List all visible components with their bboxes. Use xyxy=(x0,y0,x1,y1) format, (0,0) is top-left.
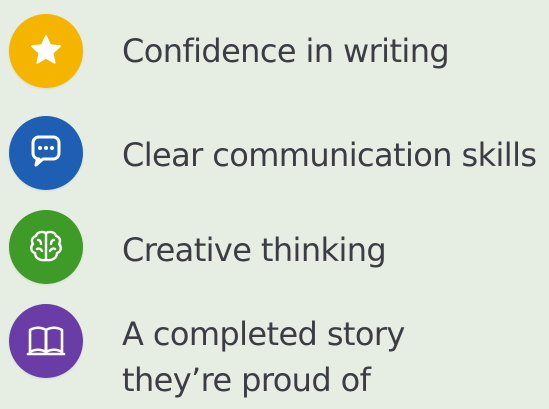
star-icon xyxy=(9,14,83,88)
open-book-icon xyxy=(9,304,83,378)
item-label: Confidence in writing xyxy=(122,32,450,70)
brain-icon xyxy=(9,210,83,284)
list-item-completed-story xyxy=(0,302,549,409)
list-item-creative-thinking xyxy=(0,210,549,288)
item-label: Creative thinking xyxy=(122,231,387,269)
speech-bubble-icon xyxy=(9,116,83,190)
item-label: Clear communication skills xyxy=(122,136,537,174)
list-item-clear-communication-skills xyxy=(0,114,549,192)
item-label-line-2: they’re proud of xyxy=(122,361,371,399)
list-item-confidence-in-writing xyxy=(0,14,549,92)
item-label-line-1: A completed story xyxy=(122,315,405,353)
